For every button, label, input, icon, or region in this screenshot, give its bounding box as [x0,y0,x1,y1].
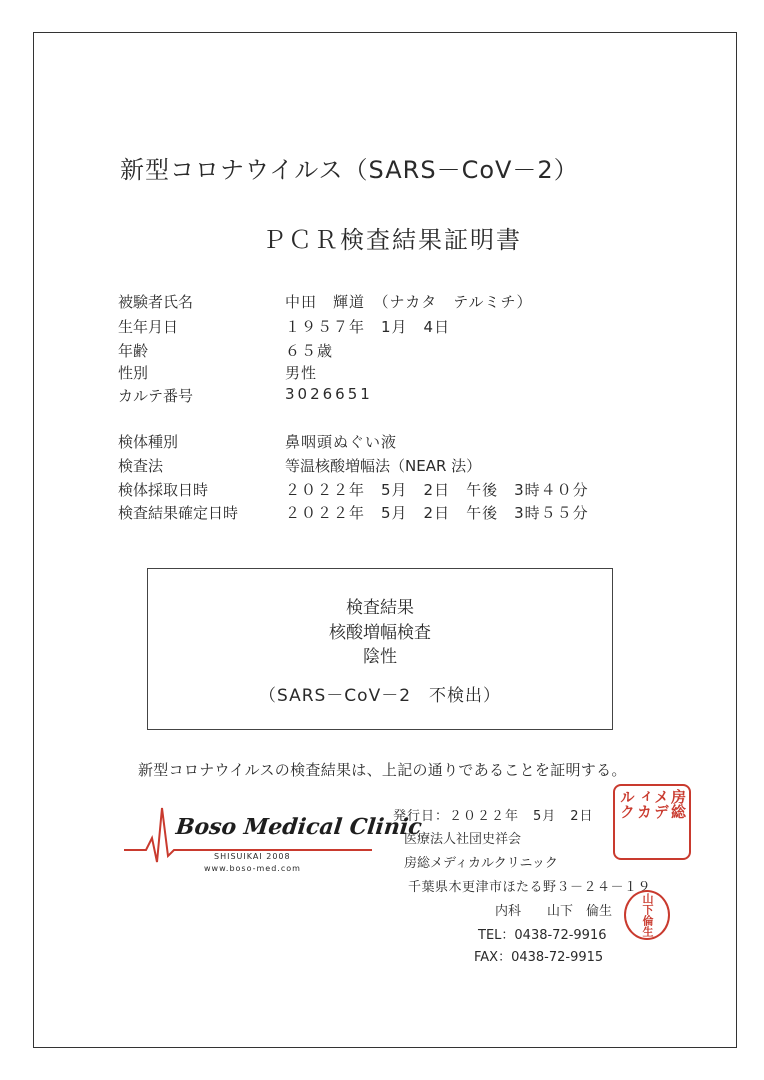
clinic-fax: FAX：0438-72-9915 [474,950,604,965]
result-test-name: 核酸増幅検査 [329,623,431,643]
document-title-line2: ＰＣＲ検査結果証明書 [262,226,522,254]
confirmed-label: 検査結果確定日時 [118,504,239,522]
result-heading: 検査結果 [346,598,414,618]
clinic-logo-sub: SHISUIKAI 2008 [214,852,291,861]
doctor-seal-stamp: 山下倫生 [624,890,670,940]
patient-name-value: 中田 輝道 （ナカタ テルミチ） [285,293,533,311]
clinic-logo [124,800,424,880]
collected-label: 検体採取日時 [118,481,209,499]
sex-label: 性別 [118,364,149,382]
age-value: ６５歳 [285,342,334,360]
specimen-value: 鼻咽頭ぬぐい液 [285,433,398,451]
age-label: 年齢 [118,342,149,360]
specimen-label: 検体種別 [118,433,179,451]
confirmed-value: ２０２２年 5月 2日 午後 3時５５分 [285,504,589,522]
corporation-name: 医療法人社団史祥会 [404,832,522,847]
dob-value: １９５７年 1月 4日 [285,318,451,336]
certification-statement: 新型コロナウイルスの検査結果は、上記の通りであることを証明する。 [138,761,627,779]
clinic-address: 千葉県木更津市ほたる野３－２４－１９ [408,880,652,895]
result-outcome: 陰性 [363,647,397,667]
method-value: 等温核酸増幅法（NEAR 法） [285,457,482,475]
clinic-logo-url: www.boso-med.com [204,864,301,873]
chart-number-value: 3026651 [285,385,373,403]
clinic-logo-name: Boso Medical Clinic [174,814,424,840]
clinic-name: 房総メディカルクリニック [404,856,558,871]
patient-name-label: 被験者氏名 [118,293,194,311]
clinic-seal-stamp: 房総 メデ ィカ ルク [613,784,691,860]
result-box [147,568,613,730]
collected-value: ２０２２年 5月 2日 午後 3時４０分 [285,481,589,499]
method-label: 検査法 [118,457,164,475]
issue-date: 発行日：２０２２年 5月 2日 [393,809,594,824]
document-title-line1: 新型コロナウイルス（SARS－CoV－2） [120,156,579,184]
dob-label: 生年月日 [118,318,179,336]
chart-number-label: カルテ番号 [118,387,194,405]
clinic-tel: TEL：0438-72-9916 [478,928,607,943]
doctor-name: 内科 山下 倫生 [495,904,613,919]
result-detail: （SARS－CoV－2 不検出） [258,686,502,706]
sex-value: 男性 [285,364,318,382]
